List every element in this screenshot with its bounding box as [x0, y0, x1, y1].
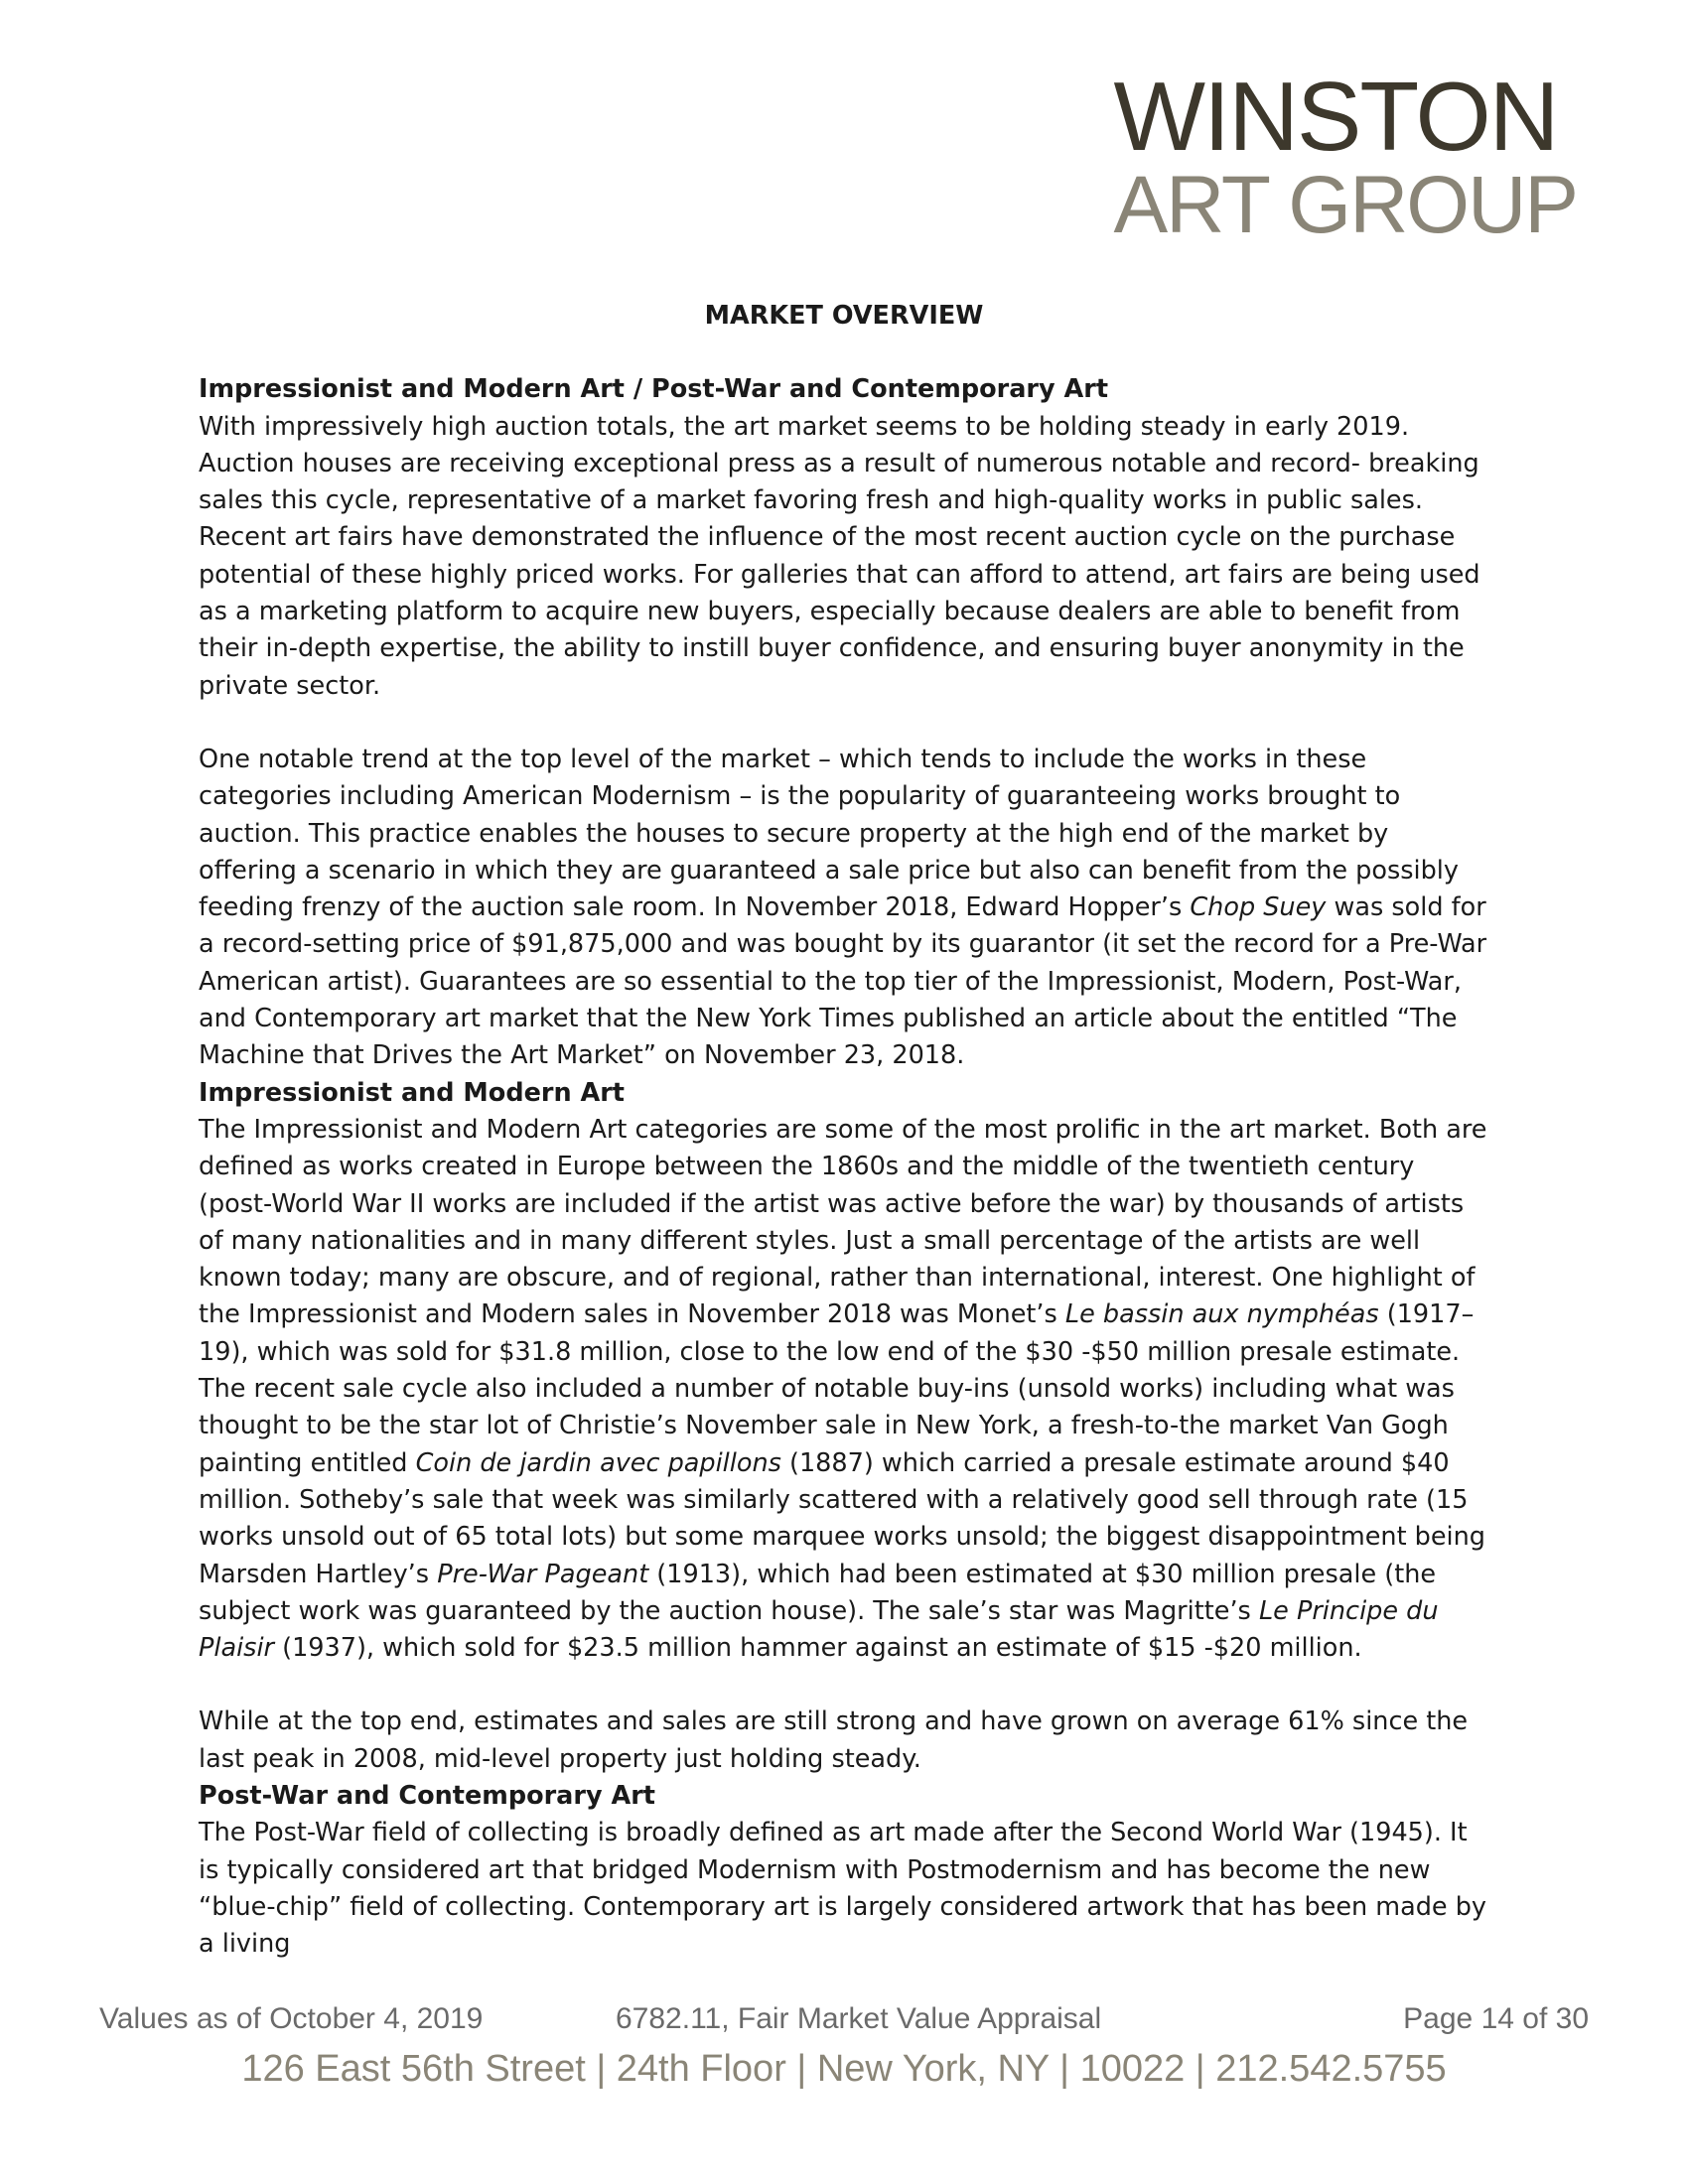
text-run: With impressively high auction totals, the art market seems to be holding steady in early 2019. Auction houses are receiving exceptional press as a result of numerous notable and record- breaking sales this cycle, representative of a market favoring fresh and high-quality works in public sales. Recent art fairs have demonstrated the influence of the most recent auction cycle on the purchase potential of these highly priced works. For galleries that can afford to attend, art fairs are being used as a marketing platform to acquire new buyers, especially because dealers are able to benefit from their in-depth expertise, the ability to instill buyer confidence, and ensuring buyer anonymity in the private sector.	[199, 411, 1480, 701]
section	[199, 371, 1489, 1074]
logo-line-art-group: ART GROUP	[1113, 160, 1577, 250]
text-run: (1887) which carried a presale estimate around $40 million. Sotheby’s sale that week was similarly scattered with a relatively good sell through rate (15 works unsold out of 65 total lots) but some marquee works unsold; the biggest disappointment being Marsden Hartley’s	[199, 1447, 1485, 1589]
text-run: (1913), which had been estimated at $30 million presale (the subject work was guaranteed by the auction house). The sale’s star was Magritte’s	[199, 1559, 1437, 1626]
text-run: The Post-War field of collecting is broadly defined as art made after the Second World War (1945). It is typically considered art that bridged Modernism with Postmodernism and has become the new “blue-chip” field of collecting. Contemporary art is largely considered artwork that has been made by a living	[199, 1818, 1487, 1960]
artwork-title: Le Principe du Plaisir	[199, 1595, 1439, 1664]
artwork-title: Pre-War Pageant	[437, 1559, 649, 1589]
text-run: was sold for a record-setting price of $91,875,000 and was bought by its guarantor (it set the record for a Pre-War American artist). Guarantees are so essential to the top tier of the Impressionist, Modern, Post-War, and Contemporary art market that the New York Times published an article about the entitled “The Machine that Drives the Art Market” on November 23, 2018.	[199, 892, 1487, 1071]
section-heading: Post-War and Contemporary Art	[199, 1780, 655, 1811]
text-run: One notable trend at the top level of the market – which tends to include the works in these categories including American Modernism – is the popularity of guaranteeing works brought to auction. This practice enables the houses to secure property at the high end of the market by offering a scenario in which they are guaranteed a sale price but also can benefit from the possibly feeding frenzy of the auction sale room. In November 2018, Edward Hopper’s	[199, 744, 1459, 923]
footer-address: 126 East 56th Street | 24th Floor | New York, NY | 10022 | 212.542.5755	[241, 2048, 1447, 2090]
section	[199, 1778, 1489, 1963]
artwork-title: Chop Suey	[1190, 892, 1327, 923]
section-heading: Impressionist and Modern Art	[199, 1077, 625, 1108]
text-run: The Impressionist and Modern Art categories are some of the most prolific in the art market. Both are defined as works created in Europe between the 1860s and the middle of the twentieth century (post-World War II works are included if the artist was active before the war) by thousands of artists of many nationalities and in many different styles. Just a small percentage of the artists are well known today; many are obscure, and of regional, rather than international, interest. One highlight of the Impressionist and Modern sales in November 2018 was Monet’s	[199, 1114, 1487, 1330]
text-run: (1937), which sold for $23.5 million hammer against an estimate of $15 -$20 million.	[274, 1633, 1362, 1664]
paragraph	[199, 409, 1489, 705]
company-logo	[1113, 62, 1577, 250]
document-body	[199, 298, 1489, 1963]
footer-page-number: Page 14 of 30	[1403, 2002, 1589, 2035]
artwork-title: Le bassin aux nymphéas	[1064, 1299, 1379, 1330]
text-run: (1917–19), which was sold for $31.8 million, close to the low end of the $30 -$50 million presale estimate. The recent sale cycle also included a number of notable buy-ins (unsold works) including what was thought to be the star lot of Christie’s November sale in New York, a fresh-to-the market Van Gogh painting entitled	[199, 1299, 1475, 1478]
paragraph	[199, 1704, 1489, 1778]
logo-line-winston: WINSTON	[1113, 62, 1558, 171]
footer-valuation-date: Values as of October 4, 2019	[99, 2002, 484, 2035]
sections-container	[199, 371, 1489, 1963]
artwork-title: Coin de jardin avec papillons	[415, 1447, 781, 1478]
paragraph	[199, 742, 1489, 1075]
section	[199, 1075, 1489, 1778]
footer-info	[99, 2002, 1589, 2046]
footer-appraisal-id: 6782.11, Fair Market Value Appraisal	[616, 2002, 1102, 2035]
text-run: While at the top end, estimates and sales are still strong and have grown on average 61% since the last peak in 2008, mid-level property just holding steady.	[199, 1706, 1469, 1774]
section-heading: Impressionist and Modern Art / Post-War and Contemporary Art	[199, 374, 1109, 405]
paragraph	[199, 1815, 1489, 1963]
document-title: MARKET OVERVIEW	[704, 301, 984, 331]
paragraph	[199, 1112, 1489, 1667]
